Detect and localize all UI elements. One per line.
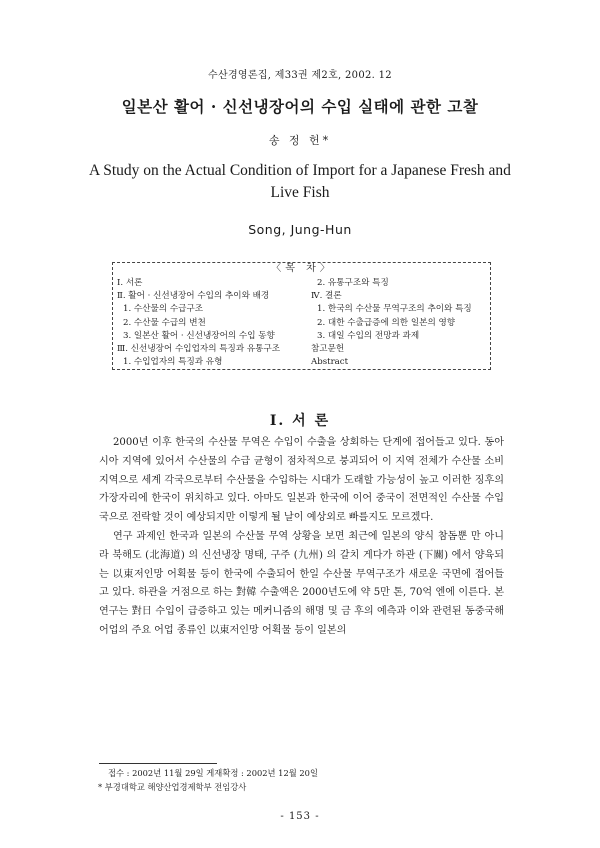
toc-item: Ⅰ. 서론 bbox=[117, 278, 143, 288]
toc-item: 1. 수입업자의 특징과 유형 bbox=[123, 357, 223, 368]
toc-item: 2. 유통구조와 특징 bbox=[317, 278, 389, 288]
toc-item: 1. 수산물의 수급구조 bbox=[123, 304, 204, 315]
toc-item: Ⅲ. 신선냉장어 수입업자의 특징과 유통구조 bbox=[117, 343, 281, 354]
toc-item: Ⅳ. 결론 bbox=[311, 291, 342, 302]
paragraph: 연구 과제인 한국과 일본의 수산물 무역 상황을 보면 최근에 일본의 양식 참돔뿐 만 아니라 북해도 (北海道) 의 신선냉장 명태, 구주 (九州) 의 갈치 게다가 하관 (下關) 에서 양육되는 以東저인망 어획물 등이 한국에 수출되어 한일 수산물 무역구조가 새로운 국면에 접어들고 있다. 하관을 거점으로 하는 對韓 수출액은 2000년도에 약 5만 톤, 70억 엔에 이른다. 본 연구는 對日 수입이 급증하고 있는 메커니즘의 해명 및 금 후의 예측과 이와 관련된 동중국해 어업의 주요 어업 종류인 以東저인망 어획물 등이 일본의 bbox=[99, 530, 504, 636]
toc-item: 3. 대일 수입의 전망과 과제 bbox=[317, 330, 420, 341]
footnote-divider bbox=[99, 763, 217, 764]
toc-left-column bbox=[117, 277, 280, 369]
footnotes bbox=[98, 766, 318, 794]
english-title: A Study on the Actual Condition of Import for a Japanese Fresh and Live Fish bbox=[89, 162, 511, 201]
body-text bbox=[99, 434, 504, 641]
korean-author: 송 정 헌* bbox=[268, 134, 332, 147]
toc-item: 2. 대한 수출급증에 의한 일본의 영향 bbox=[317, 317, 456, 328]
toc-heading: 〈목 차〉 bbox=[265, 263, 340, 274]
english-author: Song, Jung-Hun bbox=[248, 222, 352, 237]
journal-header: 수산경영론집, 제33권 제2호, 2002. 12 bbox=[208, 70, 392, 81]
section-heading: Ⅰ. 서 론 bbox=[269, 413, 331, 429]
toc-item: Ⅱ. 활어 · 신선냉장어 수입의 추이와 배경 bbox=[117, 291, 270, 302]
table-of-contents bbox=[112, 262, 491, 370]
toc-right-column bbox=[311, 277, 472, 369]
paragraph: 2000년 이후 한국의 수산물 무역은 수입이 수출을 상회하는 단계에 접어들고 있다. 동아시아 지역에 있어서 수산물의 수급 균형이 점차적으로 붕괴되어 이 지역 전체가 수산물 소비지역으로 세계 각국으로부터 수산물을 수입하는 시대가 도래할 가능성이 높고 이러한 징후의 가장자리에 한국이 위치하고 있다. 아마도 일본과 한국에 이어 중국이 전면적인 수산물 수입국으로 전락할 것이 예상되지만 이렇게 될 날이 예상외로 빠를지도 모르겠다. bbox=[99, 437, 504, 524]
korean-title: 일본산 활어 · 신선냉장어의 수입 실태에 관한 고찰 bbox=[121, 97, 479, 116]
toc-item: 참고문헌 bbox=[311, 343, 345, 354]
footnote-affiliation: * 부경대학교 해양산업경제학부 전임강사 bbox=[98, 782, 247, 792]
toc-item: 3. 일본산 활어 · 신선냉장어의 수입 동향 bbox=[123, 330, 275, 341]
toc-item: 1. 한국의 수산물 무역구조의 추이와 특징 bbox=[317, 304, 472, 315]
footnote-dates: 접수 : 2002년 11월 29일 게재확정 : 2002년 12월 20일 bbox=[108, 768, 318, 778]
page-number: - 153 - bbox=[280, 811, 320, 822]
toc-item: Abstract bbox=[311, 357, 349, 368]
toc-item: 2. 수산물 수급의 변천 bbox=[123, 317, 206, 328]
